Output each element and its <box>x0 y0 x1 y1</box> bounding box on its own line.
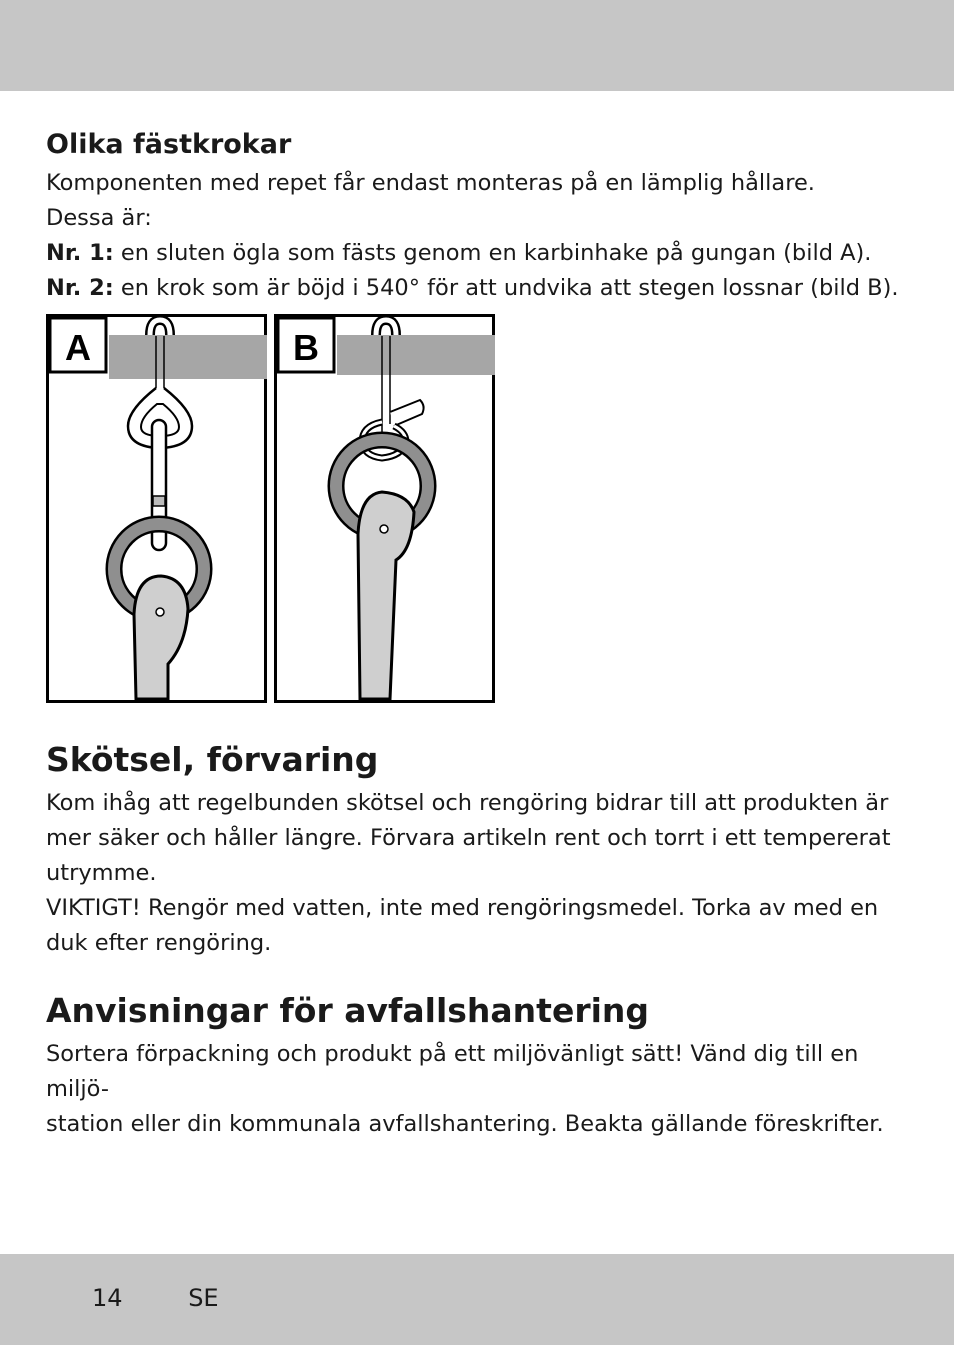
item-2-label: Nr. 2: <box>46 275 114 301</box>
page-content <box>46 128 926 1142</box>
item-2 <box>46 271 926 306</box>
disposal-section <box>46 989 926 1142</box>
section-title-fastening: Olika fästkrokar <box>46 129 292 160</box>
section-title-care: Skötsel, förvaring <box>46 740 379 779</box>
language-code: SE <box>188 1284 219 1312</box>
item-1-label: Nr. 1: <box>46 240 114 266</box>
disposal-line-2: station eller din kommunala avfallshantering. Beakta gällande föreskrifter. <box>46 1111 884 1137</box>
item-2-text: en krok som är böjd i 540° för att undvika att stegen lossnar (bild B). <box>113 275 899 301</box>
beam-b <box>337 335 495 375</box>
disposal-line-1: Sortera förpackning och produkt på ett miljövänligt sätt! Vänd dig till en miljö- <box>46 1041 859 1102</box>
item-1-text: en sluten ögla som fästs genom en karbinhake på gungan (bild A). <box>113 240 872 266</box>
figure-b <box>274 314 496 704</box>
care-line-1: Kom ihåg att regelbunden skötsel och rengöring bidrar till att produkten är <box>46 790 889 816</box>
fastening-section <box>46 128 926 306</box>
header-band <box>0 0 954 91</box>
care-line-5: duk efter rengöring. <box>46 930 272 956</box>
beam-a <box>109 335 267 379</box>
intro-line-2: Dessa är: <box>46 205 152 231</box>
care-line-4: VIKTIGT! Rengör med vatten, inte med rengöringsmedel. Torka av med en <box>46 895 879 921</box>
page-number: 14 <box>92 1284 123 1312</box>
section-title-disposal: Anvisningar för avfallshantering <box>46 991 650 1030</box>
figures-row <box>46 314 926 712</box>
item-1 <box>46 236 926 271</box>
care-section <box>46 738 926 961</box>
figure-a-letter: A <box>65 327 91 368</box>
figure-b-letter: B <box>293 327 319 368</box>
figure-a <box>46 314 268 704</box>
care-line-2: mer säker och håller längre. Förvara artikeln rent och torrt i ett tempererat <box>46 825 891 851</box>
intro-line-1: Komponenten med repet får endast monteras på en lämplig hållare. <box>46 170 815 196</box>
care-line-3: utrymme. <box>46 860 157 886</box>
page-footer <box>92 1280 219 1316</box>
